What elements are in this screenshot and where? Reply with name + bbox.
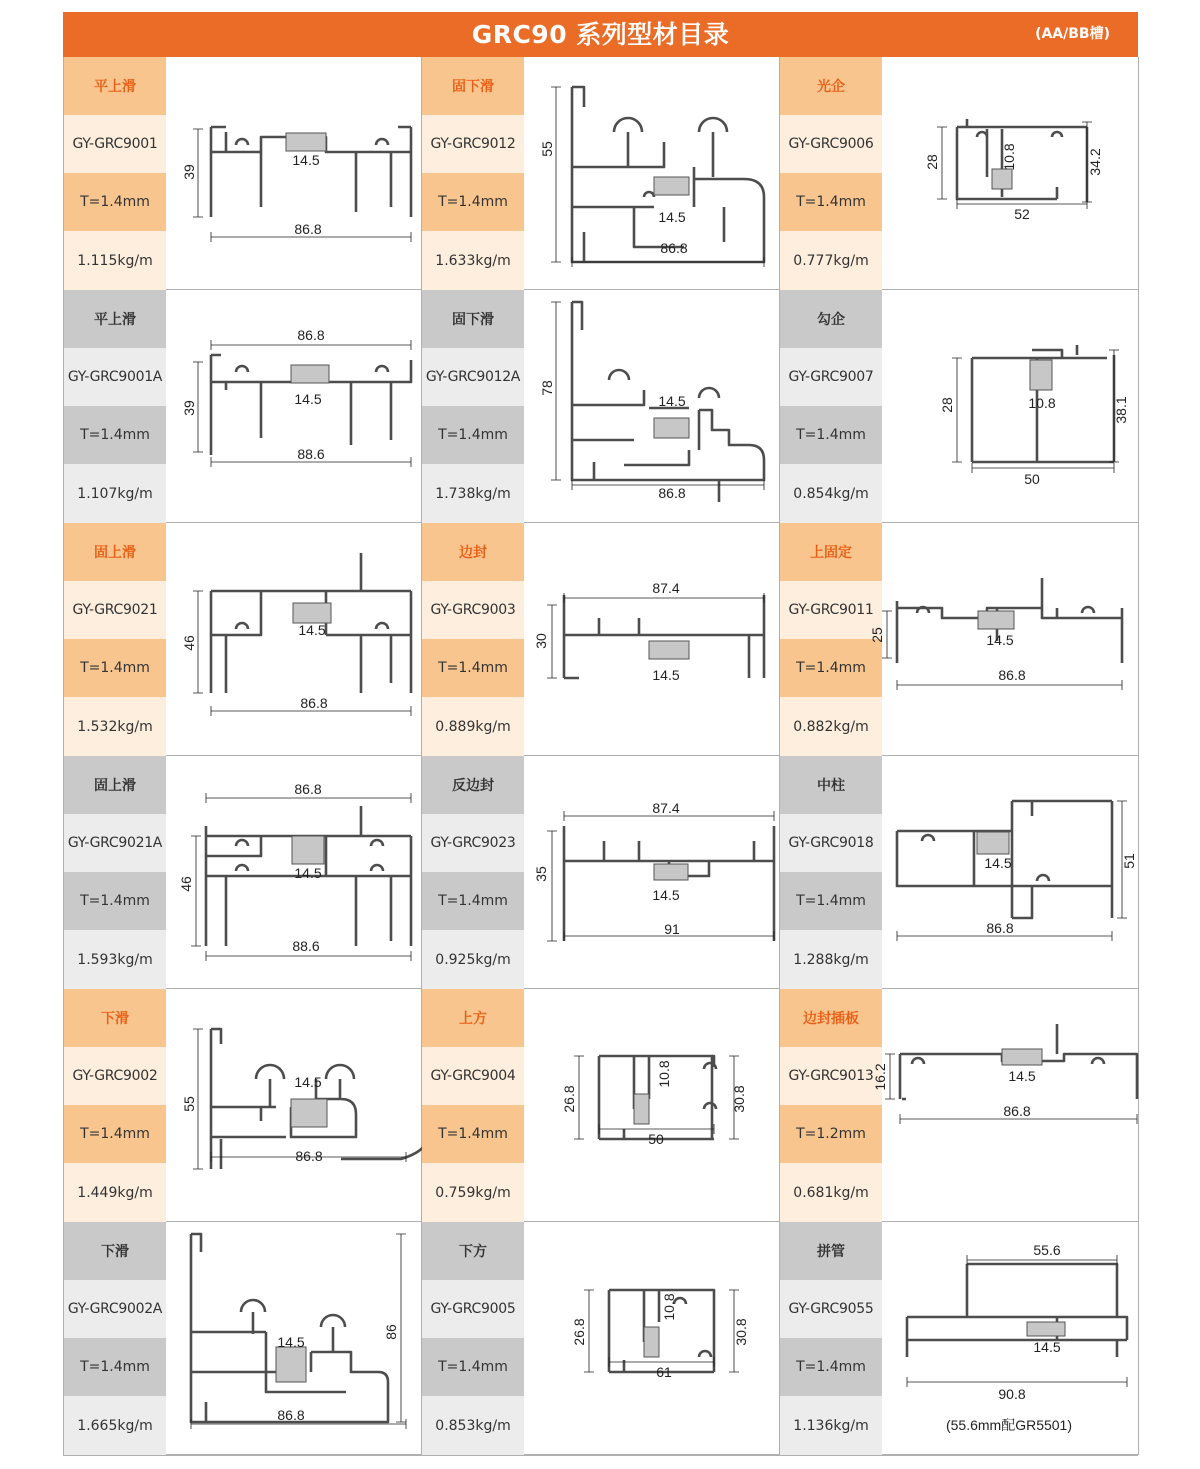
profile-code: GY-GRC9012A <box>422 348 524 406</box>
profile-outline <box>907 1264 1127 1357</box>
profile-drawing <box>524 290 779 523</box>
dimension-label: 14.5 <box>984 855 1012 871</box>
profile-weight: 1.136kg/m <box>780 1396 882 1455</box>
profile-drawing <box>524 57 779 290</box>
profile-code: GY-GRC9005 <box>422 1280 524 1338</box>
dimension-label: 25 <box>869 627 885 643</box>
profile-thickness: T=1.2mm <box>780 1105 882 1163</box>
dimension-label: 14.5 <box>986 632 1014 648</box>
profile-drawing <box>524 989 779 1222</box>
profile-outline <box>191 1234 388 1422</box>
gasket-insert <box>292 836 324 864</box>
profile-card <box>780 756 1139 989</box>
profile-drawing <box>524 756 779 989</box>
gasket-insert <box>654 177 689 195</box>
profile-drawing <box>524 1222 779 1455</box>
dimension-label: 87.4 <box>652 800 680 816</box>
profile-thickness: T=1.4mm <box>422 1105 524 1163</box>
gasket-insert <box>644 1327 659 1357</box>
profile-thickness: T=1.4mm <box>780 173 882 231</box>
profile-weight: 1.633kg/m <box>422 231 524 290</box>
dimension-label: 55 <box>539 141 555 157</box>
dimension-label: 10.8 <box>656 1060 672 1088</box>
profile-outline <box>957 119 1087 202</box>
profile-weight: 1.665kg/m <box>64 1396 166 1455</box>
dimension-label: 10.8 <box>661 1293 677 1321</box>
dimension-label: 61 <box>656 1364 672 1380</box>
gasket-insert <box>654 864 688 880</box>
gasket-insert <box>291 1099 327 1127</box>
gasket-insert <box>1027 1322 1065 1336</box>
profile-thickness: T=1.4mm <box>64 406 166 464</box>
dimension-label: 87.4 <box>652 580 680 596</box>
profile-thickness: T=1.4mm <box>422 406 524 464</box>
profile-card <box>780 523 1139 756</box>
profile-card <box>422 57 780 290</box>
profile-note: (55.6mm配GR5501) <box>945 1417 1073 1433</box>
dimension-label: 86.8 <box>986 920 1014 936</box>
profile-card <box>64 989 422 1222</box>
profile-thickness: T=1.4mm <box>422 1338 524 1396</box>
profile-weight: 1.593kg/m <box>64 930 166 989</box>
profile-thickness: T=1.4mm <box>64 872 166 930</box>
profile-code: GY-GRC9002 <box>64 1047 166 1105</box>
dimension-label: 88.6 <box>292 938 320 954</box>
dimension-label: 55.6 <box>1033 1242 1061 1258</box>
dimension-label: 50 <box>1024 471 1040 487</box>
profile-thickness: T=1.4mm <box>780 406 882 464</box>
profile-weight: 0.889kg/m <box>422 697 524 756</box>
profile-code: GY-GRC9013 <box>780 1047 882 1105</box>
gasket-insert <box>276 1347 306 1382</box>
profile-thickness: T=1.4mm <box>64 639 166 697</box>
dimension-label: 86.8 <box>294 221 322 237</box>
dimension-label: 30 <box>533 633 549 649</box>
profile-thickness: T=1.4mm <box>64 173 166 231</box>
dimension-label: 86.8 <box>998 667 1026 683</box>
profile-drawing <box>524 523 779 756</box>
gasket-insert <box>293 603 331 623</box>
profile-code: GY-GRC9001 <box>64 115 166 173</box>
dimension-label: 52 <box>1014 206 1030 222</box>
profile-name: 反边封 <box>422 756 524 814</box>
gasket-insert <box>634 1094 649 1124</box>
profile-code: GY-GRC9004 <box>422 1047 524 1105</box>
profile-weight: 0.853kg/m <box>422 1396 524 1455</box>
profile-code: GY-GRC9002A <box>64 1280 166 1338</box>
gasket-insert <box>992 169 1012 189</box>
profile-drawing <box>166 756 421 989</box>
dimension-label: 14.5 <box>294 1074 322 1090</box>
profile-weight: 0.759kg/m <box>422 1163 524 1222</box>
profile-card <box>64 756 422 989</box>
profile-code: GY-GRC9003 <box>422 581 524 639</box>
profile-weight: 0.854kg/m <box>780 464 882 523</box>
profile-card <box>64 523 422 756</box>
profile-weight: 0.925kg/m <box>422 930 524 989</box>
dimension-label: 26.8 <box>571 1318 587 1346</box>
dimension-label: 14.5 <box>652 667 680 683</box>
dimension-label: 50 <box>648 1131 664 1147</box>
profile-name: 固下滑 <box>422 57 524 115</box>
profile-drawing <box>166 57 421 290</box>
dimension-label: 86.8 <box>294 781 322 797</box>
profile-card <box>780 989 1139 1222</box>
profile-drawing <box>882 290 1137 523</box>
gasket-insert <box>977 832 1009 854</box>
profile-card <box>422 756 780 989</box>
dimension-line <box>572 257 764 267</box>
profile-weight: 1.532kg/m <box>64 697 166 756</box>
profile-name: 固下滑 <box>422 290 524 348</box>
dimension-label: 39 <box>181 164 197 180</box>
dimension-label: 35 <box>533 866 549 882</box>
dimension-label: 14.5 <box>1008 1068 1036 1084</box>
profile-card <box>780 57 1139 290</box>
profile-name: 固上滑 <box>64 756 166 814</box>
profile-code: GY-GRC9007 <box>780 348 882 406</box>
dimension-label: 34.2 <box>1087 148 1103 176</box>
dimension-label: 86.8 <box>660 240 688 256</box>
dimension-label: 90.8 <box>998 1386 1026 1402</box>
profile-name: 上方 <box>422 989 524 1047</box>
dimension-label: 14.5 <box>652 887 680 903</box>
dimension-label: 14.5 <box>277 1334 305 1350</box>
dimension-label: 86.8 <box>1003 1103 1031 1119</box>
profile-drawing <box>166 523 421 756</box>
gasket-insert <box>1002 1049 1042 1065</box>
dimension-label: 30.8 <box>733 1318 749 1346</box>
profile-code: GY-GRC9001A <box>64 348 166 406</box>
profile-card <box>422 290 780 523</box>
profile-name: 下方 <box>422 1222 524 1280</box>
profile-card <box>422 989 780 1222</box>
dimension-label: 14.5 <box>658 209 686 225</box>
profile-card <box>422 523 780 756</box>
catalog-subtitle: (AA/BB槽) <box>1035 26 1110 42</box>
profile-weight: 1.107kg/m <box>64 464 166 523</box>
gasket-insert <box>1030 360 1052 390</box>
profile-card <box>422 1222 780 1455</box>
dimension-label: 16.2 <box>872 1063 888 1091</box>
profile-name: 边封插板 <box>780 989 882 1047</box>
profile-drawing <box>872 989 1137 1222</box>
profile-thickness: T=1.4mm <box>780 872 882 930</box>
dimension-label: 86 <box>383 1324 399 1340</box>
profile-drawing <box>882 756 1137 989</box>
profile-card <box>780 1222 1139 1455</box>
dimension-label: 91 <box>664 921 680 937</box>
profile-drawing <box>869 523 1137 756</box>
profile-name: 平上滑 <box>64 290 166 348</box>
profile-drawing <box>882 1222 1137 1455</box>
dimension-label: 86.8 <box>658 485 686 501</box>
profile-code: GY-GRC9012 <box>422 115 524 173</box>
dimension-label: 86.8 <box>297 327 325 343</box>
catalog-header <box>63 12 1138 57</box>
profile-name: 下滑 <box>64 989 166 1047</box>
profile-drawing <box>882 57 1137 290</box>
dimension-label: 14.5 <box>658 393 686 409</box>
profile-name: 上固定 <box>780 523 882 581</box>
gasket-insert <box>649 641 689 659</box>
profile-drawing <box>166 290 421 523</box>
profile-weight: 0.777kg/m <box>780 231 882 290</box>
profile-thickness: T=1.4mm <box>780 639 882 697</box>
profile-grid <box>63 57 1138 1456</box>
profile-code: GY-GRC9021 <box>64 581 166 639</box>
profile-drawing <box>166 989 421 1222</box>
profile-weight: 1.115kg/m <box>64 231 166 290</box>
profile-name: 光企 <box>780 57 882 115</box>
dimension-label: 30.8 <box>731 1085 747 1113</box>
dimension-label: 46 <box>181 635 197 651</box>
profile-name: 拼管 <box>780 1222 882 1280</box>
profile-outline <box>572 87 764 262</box>
dimension-label: 55 <box>181 1096 197 1112</box>
dimension-label: 14.5 <box>298 622 326 638</box>
profile-name: 平上滑 <box>64 57 166 115</box>
profile-code: GY-GRC9011 <box>780 581 882 639</box>
dimension-label: 86.8 <box>277 1407 305 1423</box>
dimension-label: 28 <box>924 154 940 170</box>
dimension-label: 46 <box>178 876 194 892</box>
dimension-label: 14.5 <box>294 865 322 881</box>
gasket-insert <box>291 365 329 383</box>
gasket-insert <box>654 418 689 438</box>
dimension-line <box>547 831 557 941</box>
profile-code: GY-GRC9023 <box>422 814 524 872</box>
profile-weight: 1.738kg/m <box>422 464 524 523</box>
gasket-insert <box>286 133 326 151</box>
dimension-label: 78 <box>539 380 555 396</box>
catalog-title: GRC90 系列型材目录 <box>471 20 730 49</box>
dimension-label: 86.8 <box>300 695 328 711</box>
profile-weight: 0.681kg/m <box>780 1163 882 1222</box>
dimension-label: 38.1 <box>1113 396 1129 424</box>
profile-card <box>64 290 422 523</box>
profile-card <box>780 290 1139 523</box>
dimension-line <box>551 87 561 262</box>
dimension-label: 14.5 <box>294 391 322 407</box>
dimension-label: 86.8 <box>295 1148 323 1164</box>
dimension-label: 88.6 <box>297 446 325 462</box>
profile-drawing <box>166 1222 421 1455</box>
dimension-label: 39 <box>181 400 197 416</box>
dimension-line <box>972 463 1114 473</box>
profile-card <box>64 57 422 290</box>
dimension-label: 10.8 <box>1001 143 1017 171</box>
dimension-label: 14.5 <box>292 152 320 168</box>
dimension-label: 10.8 <box>1028 395 1056 411</box>
gasket-insert <box>978 611 1014 629</box>
profile-weight: 1.449kg/m <box>64 1163 166 1222</box>
profile-outline <box>564 595 764 678</box>
profile-name: 固上滑 <box>64 523 166 581</box>
profile-code: GY-GRC9055 <box>780 1280 882 1338</box>
profile-code: GY-GRC9021A <box>64 814 166 872</box>
dimension-label: 26.8 <box>561 1085 577 1113</box>
profile-thickness: T=1.4mm <box>64 1105 166 1163</box>
profile-name: 边封 <box>422 523 524 581</box>
profile-thickness: T=1.4mm <box>422 872 524 930</box>
profile-name: 中柱 <box>780 756 882 814</box>
profile-thickness: T=1.4mm <box>780 1338 882 1396</box>
dimension-label: 28 <box>939 397 955 413</box>
profile-code: GY-GRC9018 <box>780 814 882 872</box>
profile-card <box>64 1222 422 1455</box>
dimension-label: 14.5 <box>1033 1339 1061 1355</box>
profile-name: 下滑 <box>64 1222 166 1280</box>
profile-thickness: T=1.4mm <box>422 639 524 697</box>
profile-code: GY-GRC9006 <box>780 115 882 173</box>
profile-weight: 1.288kg/m <box>780 930 882 989</box>
profile-weight: 0.882kg/m <box>780 697 882 756</box>
profile-name: 勾企 <box>780 290 882 348</box>
profile-thickness: T=1.4mm <box>64 1338 166 1396</box>
profile-thickness: T=1.4mm <box>422 173 524 231</box>
dimension-label: 51 <box>1121 853 1137 869</box>
